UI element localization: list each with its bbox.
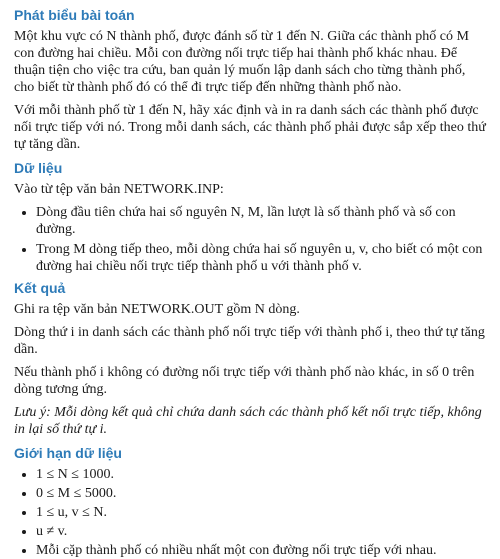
limits-heading: Giới hạn dữ liệu [14, 445, 122, 461]
limit-item-5: • Mỗi cặp thành phố có nhiều nhất một con đường nối trực tiếp với nhau. [36, 542, 486, 559]
input-item-1: • Dòng đầu tiên chứa hai số nguyên N, M, lần lượt là số thành phố và số con đường. [36, 204, 486, 238]
output-paragraph-2: Dòng thứ i in danh sách các thành phố nối trực tiếp với thành phố i, theo thứ tự tăng dần. [14, 325, 485, 357]
limit-item-2: • 0 ≤ M ≤ 5000. [36, 485, 486, 502]
output-paragraph-1: Ghi ra tệp văn bản NETWORK.OUT gồm N dòng. [14, 302, 300, 317]
output-paragraph-3: Nếu thành phố i không có đường nối trực tiếp với thành phố nào khác, in số 0 trên dòng tương ứng. [14, 365, 475, 397]
problem-paragraph-1: Một khu vực có N thành phố, được đánh số từ 1 đến N. Giữa các thành phố có M con đường hai chiều. Mỗi con đường nối trực tiếp hai thành phố khác nhau. Để thuận tiện cho việc tra cứu, ban quản lý muốn lập danh sách cho từng thành phố, cho biết từ thành phố đó có thể đi trực tiếp đến những thành phố nào. [14, 29, 469, 95]
limit-item-4: • u ≠ v. [36, 523, 486, 540]
limits-list [14, 466, 486, 559]
problem-paragraph-2: Với mỗi thành phố từ 1 đến N, hãy xác định và in ra danh sách các thành phố được nối trực tiếp với nó. Trong mỗi danh sách, các thành phố phải được sắp xếp theo thứ tự tăng dần. [14, 103, 486, 152]
output-note: Lưu ý: Mỗi dòng kết quả chỉ chứa danh sách các thành phố kết nối trực tiếp, không in lại số thứ tự i. [14, 405, 482, 437]
input-list [14, 204, 486, 275]
problem-heading: Phát biểu bài toán [14, 7, 135, 23]
input-item-2: • Trong M dòng tiếp theo, mỗi dòng chứa hai số nguyên u, v, cho biết có một con đường hai chiều nối trực tiếp thành phố u với thành phố v. [36, 241, 486, 275]
limit-item-1: • 1 ≤ N ≤ 1000. [36, 466, 486, 483]
output-heading: Kết quả [14, 280, 66, 296]
input-intro: Vào từ tệp văn bản NETWORK.INP: [14, 182, 224, 197]
limit-item-3: • 1 ≤ u, v ≤ N. [36, 504, 486, 521]
input-heading: Dữ liệu [14, 160, 63, 176]
